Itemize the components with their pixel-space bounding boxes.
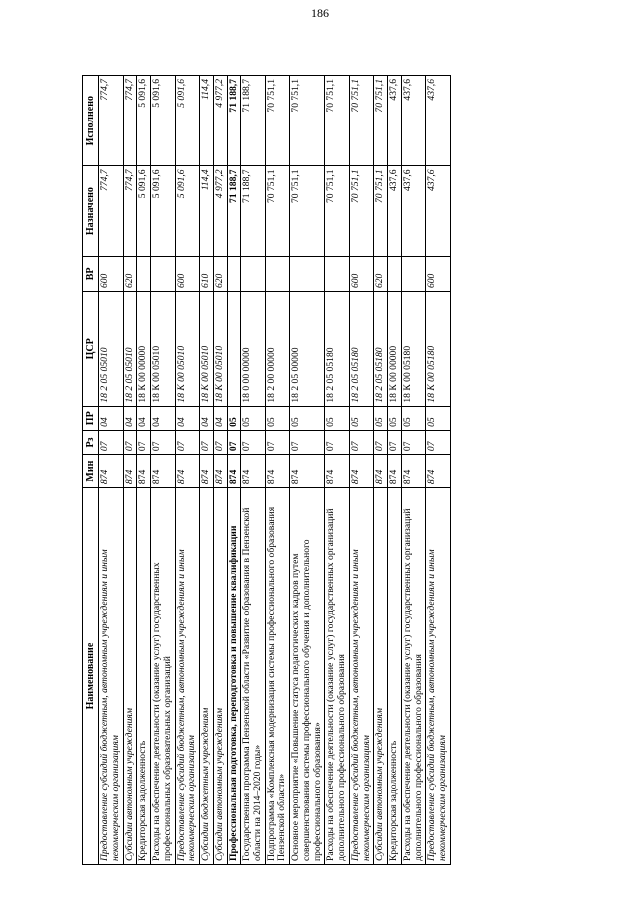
row-assigned-cell: 437,6 bbox=[401, 166, 425, 256]
row-min-cell: 874 bbox=[265, 455, 289, 488]
row-pr-cell: 05 bbox=[227, 406, 241, 430]
row-pr-cell: 05 bbox=[349, 406, 373, 430]
row-csr-cell: 18 2 00 00000 bbox=[265, 292, 289, 407]
row-vr-cell bbox=[227, 256, 241, 291]
row-executed-cell: 4 977,2 bbox=[213, 76, 227, 166]
row-vr-cell bbox=[265, 256, 289, 291]
row-vr-cell: 600 bbox=[349, 256, 373, 291]
rotated-table-container bbox=[82, 75, 552, 865]
row-rz-cell: 07 bbox=[213, 430, 227, 454]
row-min-cell: 874 bbox=[426, 455, 450, 488]
row-executed-cell: 70 751,1 bbox=[374, 76, 388, 166]
row-csr-cell: 18 К 00 00000 bbox=[137, 292, 151, 407]
table-row bbox=[151, 76, 175, 865]
row-executed-cell: 70 751,1 bbox=[290, 76, 325, 166]
row-vr-cell bbox=[388, 256, 402, 291]
row-min-cell: 874 bbox=[137, 455, 151, 488]
row-rz-cell: 07 bbox=[349, 430, 373, 454]
row-vr-cell bbox=[290, 256, 325, 291]
table-row bbox=[227, 76, 241, 865]
row-assigned-cell: 70 751,1 bbox=[374, 166, 388, 256]
row-vr-cell bbox=[325, 256, 349, 291]
row-rz-cell: 07 bbox=[426, 430, 450, 454]
row-csr-cell: 18 К 00 05010 bbox=[213, 292, 227, 407]
row-vr-cell bbox=[151, 256, 175, 291]
row-assigned-cell: 5 091,6 bbox=[137, 166, 151, 256]
table-row bbox=[213, 76, 227, 865]
row-assigned-cell: 5 091,6 bbox=[151, 166, 175, 256]
table-row bbox=[200, 76, 214, 865]
row-pr-cell: 05 bbox=[325, 406, 349, 430]
row-assigned-cell: 4 977,2 bbox=[213, 166, 227, 256]
row-executed-cell: 437,6 bbox=[426, 76, 450, 166]
row-min-cell: 874 bbox=[175, 455, 199, 488]
row-csr-cell: 18 К 00 05180 bbox=[401, 292, 425, 407]
row-executed-cell: 5 091,6 bbox=[151, 76, 175, 166]
row-executed-cell: 437,6 bbox=[388, 76, 402, 166]
row-executed-cell: 70 751,1 bbox=[325, 76, 349, 166]
row-name-cell: Расходы на обеспечение деятельности (оказание услуг) государственных профессиональных образовательных организаций bbox=[151, 488, 175, 865]
row-min-cell: 874 bbox=[401, 455, 425, 488]
row-pr-cell: 04 bbox=[151, 406, 175, 430]
row-executed-cell: 774,7 bbox=[99, 76, 123, 166]
row-vr-cell: 620 bbox=[374, 256, 388, 291]
row-vr-cell bbox=[241, 256, 265, 291]
row-vr-cell bbox=[137, 256, 151, 291]
row-name-cell: Субсидии автономным учреждениям bbox=[213, 488, 227, 865]
row-assigned-cell: 70 751,1 bbox=[325, 166, 349, 256]
row-name-cell: Подпрограмма «Комплексная модернизация системы профессионального образования Пензенской области» bbox=[265, 488, 289, 865]
row-min-cell: 874 bbox=[200, 455, 214, 488]
budget-table bbox=[82, 75, 451, 865]
row-vr-cell: 610 bbox=[200, 256, 214, 291]
row-csr-cell bbox=[227, 292, 241, 407]
row-min-cell: 874 bbox=[388, 455, 402, 488]
row-name-cell: Предоставление субсидий бюджетным, автономным учреждениям и иным некоммерческим организациям bbox=[175, 488, 199, 865]
row-name-cell: Предоставление субсидий бюджетным, автономным учреждениям и иным некоммерческим организациям bbox=[426, 488, 450, 865]
table-row bbox=[175, 76, 199, 865]
row-csr-cell: 18 К 00 00000 bbox=[388, 292, 402, 407]
row-csr-cell: 18 2 05 05180 bbox=[325, 292, 349, 407]
column-header: ПР bbox=[83, 406, 99, 430]
column-header: Исполнено bbox=[83, 76, 99, 166]
table-header-row bbox=[83, 76, 99, 865]
row-rz-cell: 07 bbox=[175, 430, 199, 454]
table-row bbox=[265, 76, 289, 865]
table-row bbox=[388, 76, 402, 865]
row-assigned-cell: 71 188,7 bbox=[241, 166, 265, 256]
row-pr-cell: 04 bbox=[200, 406, 214, 430]
row-rz-cell: 07 bbox=[137, 430, 151, 454]
table-row bbox=[374, 76, 388, 865]
row-name-cell: Субсидии автономным учреждениям bbox=[123, 488, 137, 865]
table-row bbox=[123, 76, 137, 865]
row-executed-cell: 437,6 bbox=[401, 76, 425, 166]
row-csr-cell: 18 2 05 05180 bbox=[374, 292, 388, 407]
row-csr-cell: 18 2 05 05010 bbox=[99, 292, 123, 407]
column-header: Наименование bbox=[83, 488, 99, 865]
row-name-cell: Расходы на обеспечение деятельности (оказание услуг) государственных организаций дополнительного профессионального образования bbox=[401, 488, 425, 865]
row-min-cell: 874 bbox=[349, 455, 373, 488]
row-rz-cell: 07 bbox=[401, 430, 425, 454]
column-header: Назначено bbox=[83, 166, 99, 256]
row-csr-cell: 18 0 00 00000 bbox=[241, 292, 265, 407]
row-pr-cell: 05 bbox=[265, 406, 289, 430]
table-row bbox=[290, 76, 325, 865]
row-executed-cell: 70 751,1 bbox=[265, 76, 289, 166]
row-executed-cell: 70 751,1 bbox=[349, 76, 373, 166]
column-header: ЦСР bbox=[83, 292, 99, 407]
row-csr-cell: 18 К 00 05010 bbox=[200, 292, 214, 407]
row-rz-cell: 07 bbox=[99, 430, 123, 454]
row-assigned-cell: 71 188,7 bbox=[227, 166, 241, 256]
row-vr-cell: 600 bbox=[175, 256, 199, 291]
row-min-cell: 874 bbox=[151, 455, 175, 488]
row-executed-cell: 71 188,7 bbox=[241, 76, 265, 166]
column-header: Мин bbox=[83, 455, 99, 488]
row-assigned-cell: 774,7 bbox=[99, 166, 123, 256]
table-row bbox=[99, 76, 123, 865]
table-body bbox=[99, 76, 451, 865]
table-row bbox=[325, 76, 349, 865]
row-name-cell: Кредиторская задолженность bbox=[388, 488, 402, 865]
row-name-cell: Расходы на обеспечение деятельности (оказание услуг) государственных организаций дополнительного профессионального образования bbox=[325, 488, 349, 865]
row-rz-cell: 07 bbox=[200, 430, 214, 454]
table-row bbox=[401, 76, 425, 865]
row-assigned-cell: 774,7 bbox=[123, 166, 137, 256]
table-row bbox=[137, 76, 151, 865]
row-min-cell: 874 bbox=[374, 455, 388, 488]
row-csr-cell: 18 К 00 05180 bbox=[426, 292, 450, 407]
row-assigned-cell: 70 751,1 bbox=[290, 166, 325, 256]
row-name-cell: Основное мероприятие «Повышение статуса педагогических кадров путем совершенствования системы профессионального обучения и дополнительного профессионального образования» bbox=[290, 488, 325, 865]
row-assigned-cell: 437,6 bbox=[388, 166, 402, 256]
row-rz-cell: 07 bbox=[151, 430, 175, 454]
row-pr-cell: 04 bbox=[123, 406, 137, 430]
row-rz-cell: 07 bbox=[241, 430, 265, 454]
row-rz-cell: 07 bbox=[374, 430, 388, 454]
row-executed-cell: 5 091,6 bbox=[175, 76, 199, 166]
row-csr-cell: 18 2 05 05180 bbox=[349, 292, 373, 407]
row-name-cell: Профессиональная подготовка, переподготовка и повышение квалификации bbox=[227, 488, 241, 865]
row-name-cell: Кредиторская задолженность bbox=[137, 488, 151, 865]
table-row bbox=[349, 76, 373, 865]
column-header: ВР bbox=[83, 256, 99, 291]
row-csr-cell: 18 К 00 05010 bbox=[151, 292, 175, 407]
row-vr-cell: 620 bbox=[123, 256, 137, 291]
table-row bbox=[426, 76, 450, 865]
table-row bbox=[241, 76, 265, 865]
row-rz-cell: 07 bbox=[123, 430, 137, 454]
page-number: 186 bbox=[311, 6, 329, 20]
row-assigned-cell: 70 751,1 bbox=[265, 166, 289, 256]
row-executed-cell: 71 188,7 bbox=[227, 76, 241, 166]
row-csr-cell: 18 2 05 05010 bbox=[123, 292, 137, 407]
row-vr-cell: 600 bbox=[426, 256, 450, 291]
row-name-cell: Субсидии автономным учреждениям bbox=[374, 488, 388, 865]
row-rz-cell: 07 bbox=[227, 430, 241, 454]
row-pr-cell: 05 bbox=[388, 406, 402, 430]
column-header: Рз bbox=[83, 430, 99, 454]
row-min-cell: 874 bbox=[325, 455, 349, 488]
row-min-cell: 874 bbox=[227, 455, 241, 488]
row-vr-cell: 620 bbox=[213, 256, 227, 291]
row-rz-cell: 07 bbox=[325, 430, 349, 454]
row-min-cell: 874 bbox=[290, 455, 325, 488]
row-pr-cell: 05 bbox=[241, 406, 265, 430]
row-rz-cell: 07 bbox=[388, 430, 402, 454]
row-executed-cell: 114,4 bbox=[200, 76, 214, 166]
row-csr-cell: 18 2 05 00000 bbox=[290, 292, 325, 407]
row-executed-cell: 774,7 bbox=[123, 76, 137, 166]
row-pr-cell: 05 bbox=[290, 406, 325, 430]
row-min-cell: 874 bbox=[123, 455, 137, 488]
row-name-cell: Предоставление субсидий бюджетным, автономным учреждениям и иным некоммерческим организациям bbox=[349, 488, 373, 865]
row-pr-cell: 04 bbox=[213, 406, 227, 430]
row-min-cell: 874 bbox=[213, 455, 227, 488]
row-vr-cell bbox=[401, 256, 425, 291]
row-name-cell: Субсидии бюджетным учреждениям bbox=[200, 488, 214, 865]
row-rz-cell: 07 bbox=[290, 430, 325, 454]
row-pr-cell: 05 bbox=[374, 406, 388, 430]
row-vr-cell: 600 bbox=[99, 256, 123, 291]
row-rz-cell: 07 bbox=[265, 430, 289, 454]
row-name-cell: Предоставление субсидий бюджетным, автономным учреждениям и иным некоммерческим организациям bbox=[99, 488, 123, 865]
row-pr-cell: 04 bbox=[175, 406, 199, 430]
row-pr-cell: 04 bbox=[99, 406, 123, 430]
row-pr-cell: 04 bbox=[137, 406, 151, 430]
row-executed-cell: 5 091,6 bbox=[137, 76, 151, 166]
row-min-cell: 874 bbox=[241, 455, 265, 488]
row-pr-cell: 05 bbox=[401, 406, 425, 430]
row-assigned-cell: 70 751,1 bbox=[349, 166, 373, 256]
row-csr-cell: 18 К 00 05010 bbox=[175, 292, 199, 407]
row-assigned-cell: 114,4 bbox=[200, 166, 214, 256]
row-assigned-cell: 5 091,6 bbox=[175, 166, 199, 256]
row-pr-cell: 05 bbox=[426, 406, 450, 430]
row-assigned-cell: 437,6 bbox=[426, 166, 450, 256]
row-min-cell: 874 bbox=[99, 455, 123, 488]
row-name-cell: Государственная программа Пензенской области «Развитие образования в Пензенской области на 2014–2020 годы» bbox=[241, 488, 265, 865]
